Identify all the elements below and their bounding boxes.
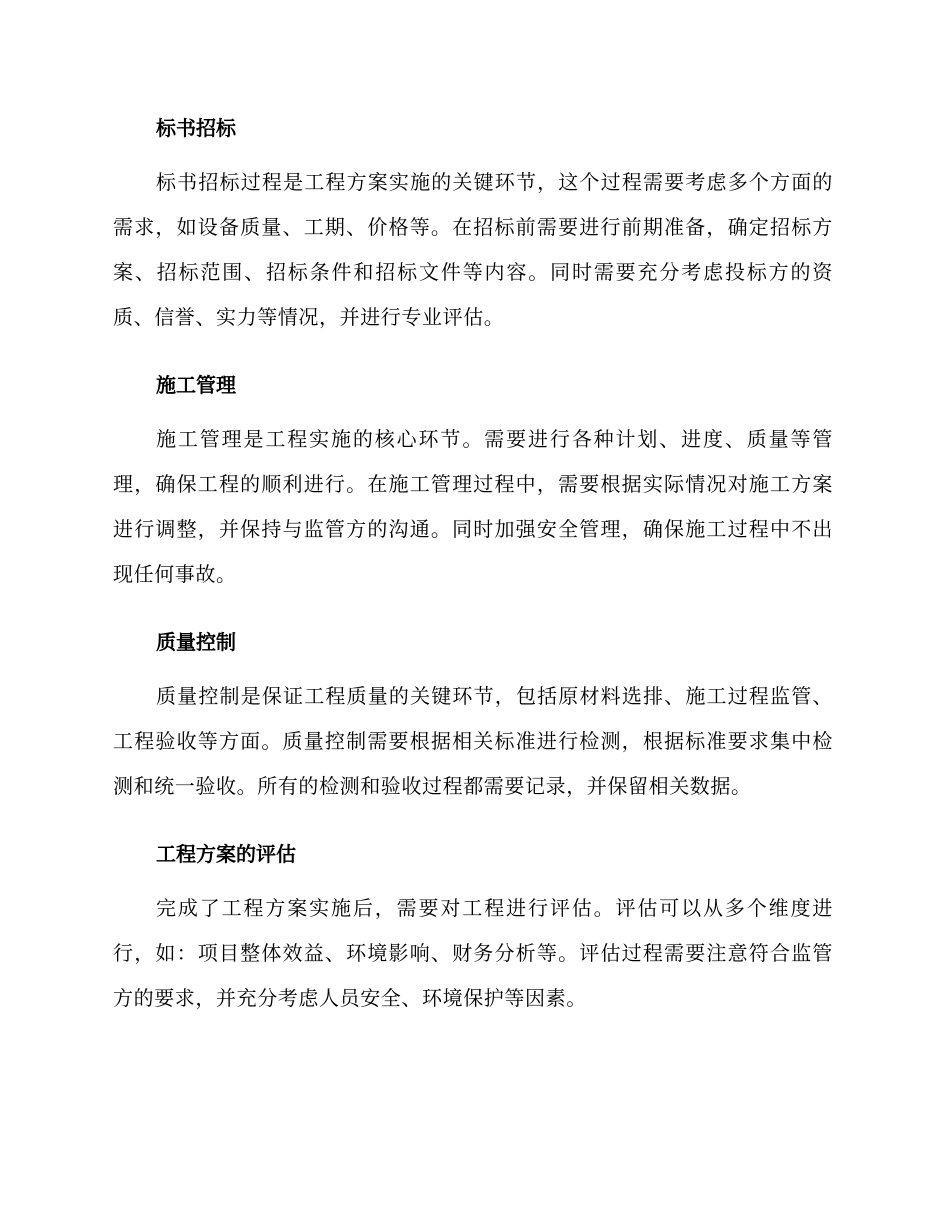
- section-heading-evaluation: 工程方案的评估: [156, 842, 296, 866]
- section-heading-bidding: 标书招标: [156, 116, 236, 140]
- section-heading-construction-management: 施工管理: [156, 373, 236, 397]
- document-content: [113, 110, 833, 1021]
- section-body-evaluation: 完成了工程方案实施后，需要对工程进行评估。评估可以从多个维度进行，如：项目整体效益、环境影响、财务分析等。评估过程需要注意符合监管方的要求，并充分考虑人员安全、环境保护等因素。: [113, 896, 833, 1010]
- section-body-quality-control: 质量控制是保证工程质量的关键环节，包括原材料选排、施工过程监管、工程验收等方面。质量控制需要根据相关标准进行检测，根据标准要求集中检测和统一验收。所有的检测和验收过程都需要记录，并保留相关数据。: [113, 684, 833, 798]
- section-heading-quality-control: 质量控制: [156, 630, 236, 654]
- section-body-bidding: 标书招标过程是工程方案实施的关键环节，这个过程需要考虑多个方面的需求，如设备质量、工期、价格等。在招标前需要进行前期准备，确定招标方案、招标范围、招标条件和招标文件等内容。同时需要充分考虑投标方的资质、信誉、实力等情况，并进行专业评估。: [113, 170, 833, 329]
- section-body-construction-management: 施工管理是工程实施的核心环节。需要进行各种计划、进度、质量等管理，确保工程的顺利进行。在施工管理过程中，需要根据实际情况对施工方案进行调整，并保持与监管方的沟通。同时加强安全管理，确保施工过程中不出现任何事故。: [113, 427, 833, 586]
